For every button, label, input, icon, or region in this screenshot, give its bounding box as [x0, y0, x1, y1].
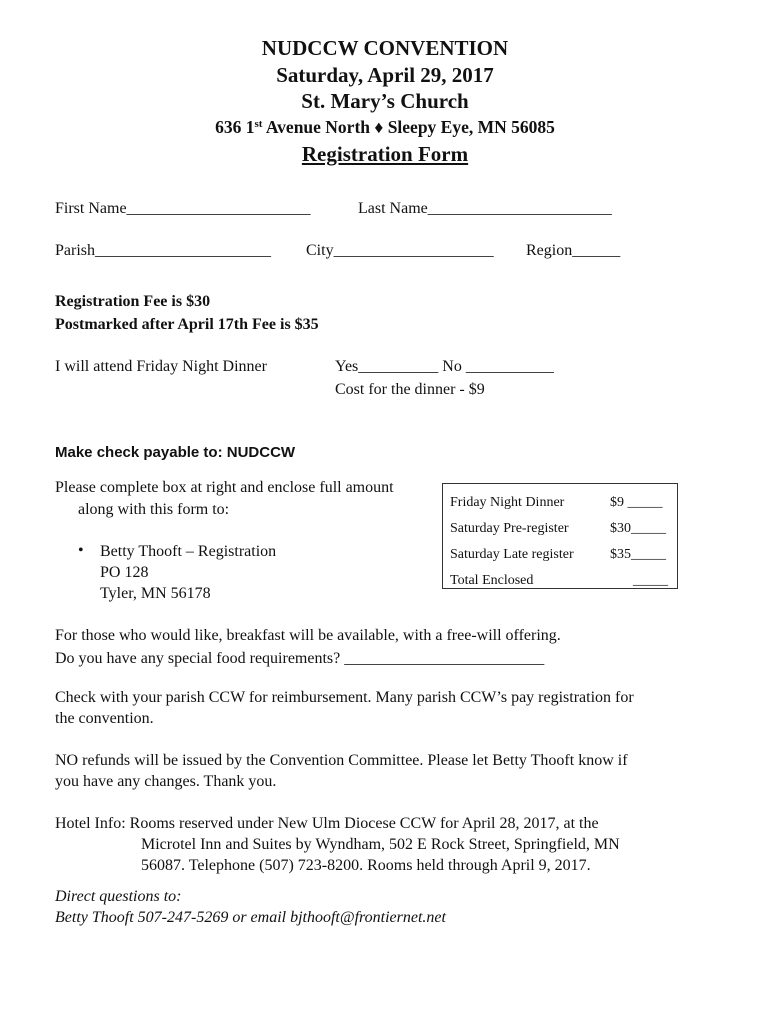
fee-row-amount[interactable]: $35_____	[610, 547, 666, 562]
refund-note-line2: you have any changes. Thank you.	[55, 773, 277, 790]
hotel-info-line1: Hotel Info: Rooms reserved under New Ulm Diocese CCW for April 28, 2017, at the	[55, 815, 599, 832]
mail-address-po: PO 128	[100, 564, 149, 581]
address-superscript: st	[254, 118, 263, 130]
region-field[interactable]: Region______	[526, 242, 621, 259]
fee-row-amount[interactable]: $30_____	[610, 521, 666, 536]
hotel-info-line3: 56087. Telephone (507) 723-8200. Rooms held through April 9, 2017.	[141, 857, 591, 874]
mail-address-name: Betty Thooft – Registration	[100, 543, 277, 560]
church-address	[0, 117, 770, 138]
contact-details: Betty Thooft 507-247-5269 or email bjthooft@frontiernet.net	[55, 909, 446, 926]
dinner-cost-text: Cost for the dinner - $9	[335, 381, 485, 398]
convention-title: NUDCCW CONVENTION	[261, 36, 509, 60]
address-number: 636 1	[215, 117, 255, 137]
parish-field[interactable]: Parish______________________	[55, 242, 271, 259]
first-name-field[interactable]: First Name_______________________	[55, 200, 311, 217]
fee-row-amount[interactable]: $9 _____	[610, 495, 663, 510]
city-field[interactable]: City____________________	[306, 242, 494, 259]
fee-row-label: Saturday Pre-register	[450, 521, 569, 536]
fee-row-label: Saturday Late register	[450, 547, 574, 562]
fee-row-label: Friday Night Dinner	[450, 495, 565, 510]
address-rest: Avenue North ♦ Sleepy Eye, MN 56085	[262, 117, 555, 137]
late-fee-text: Postmarked after April 17th Fee is $35	[55, 316, 319, 333]
box-instructions-line1: Please complete box at right and enclose full amount	[55, 479, 394, 496]
dinner-yes-no-field[interactable]: Yes__________ No ___________	[335, 358, 554, 375]
box-instructions-line2: along with this form to:	[78, 501, 230, 518]
fee-summary-box	[442, 483, 678, 589]
convention-date: Saturday, April 29, 2017	[276, 63, 494, 87]
breakfast-note: For those who would like, breakfast will be available, with a free-will offering.	[55, 627, 561, 644]
reimbursement-note-line2: the convention.	[55, 710, 154, 727]
registration-fee-text: Registration Fee is $30	[55, 293, 211, 310]
fee-row-label: Total Enclosed	[450, 573, 534, 588]
church-name: St. Mary’s Church	[301, 89, 469, 113]
bullet-icon: •	[78, 542, 84, 559]
contact-heading: Direct questions to:	[55, 888, 182, 905]
form-title: Registration Form	[301, 142, 469, 166]
mail-address-city: Tyler, MN 56178	[100, 585, 211, 602]
dinner-question: I will attend Friday Night Dinner	[55, 358, 267, 375]
hotel-info-line2: Microtel Inn and Suites by Wyndham, 502 E Rock Street, Springfield, MN	[141, 836, 620, 853]
last-name-field[interactable]: Last Name_______________________	[358, 200, 612, 217]
reimbursement-note-line1: Check with your parish CCW for reimbursement. Many parish CCW’s pay registration for	[55, 689, 634, 706]
fee-row-amount[interactable]: _____	[633, 573, 668, 588]
check-payable-text: Make check payable to: NUDCCW	[55, 444, 296, 461]
food-requirements-field[interactable]: Do you have any special food requirements? _________________________	[55, 650, 545, 667]
refund-note-line1: NO refunds will be issued by the Convention Committee. Please let Betty Thooft know if	[55, 752, 628, 769]
